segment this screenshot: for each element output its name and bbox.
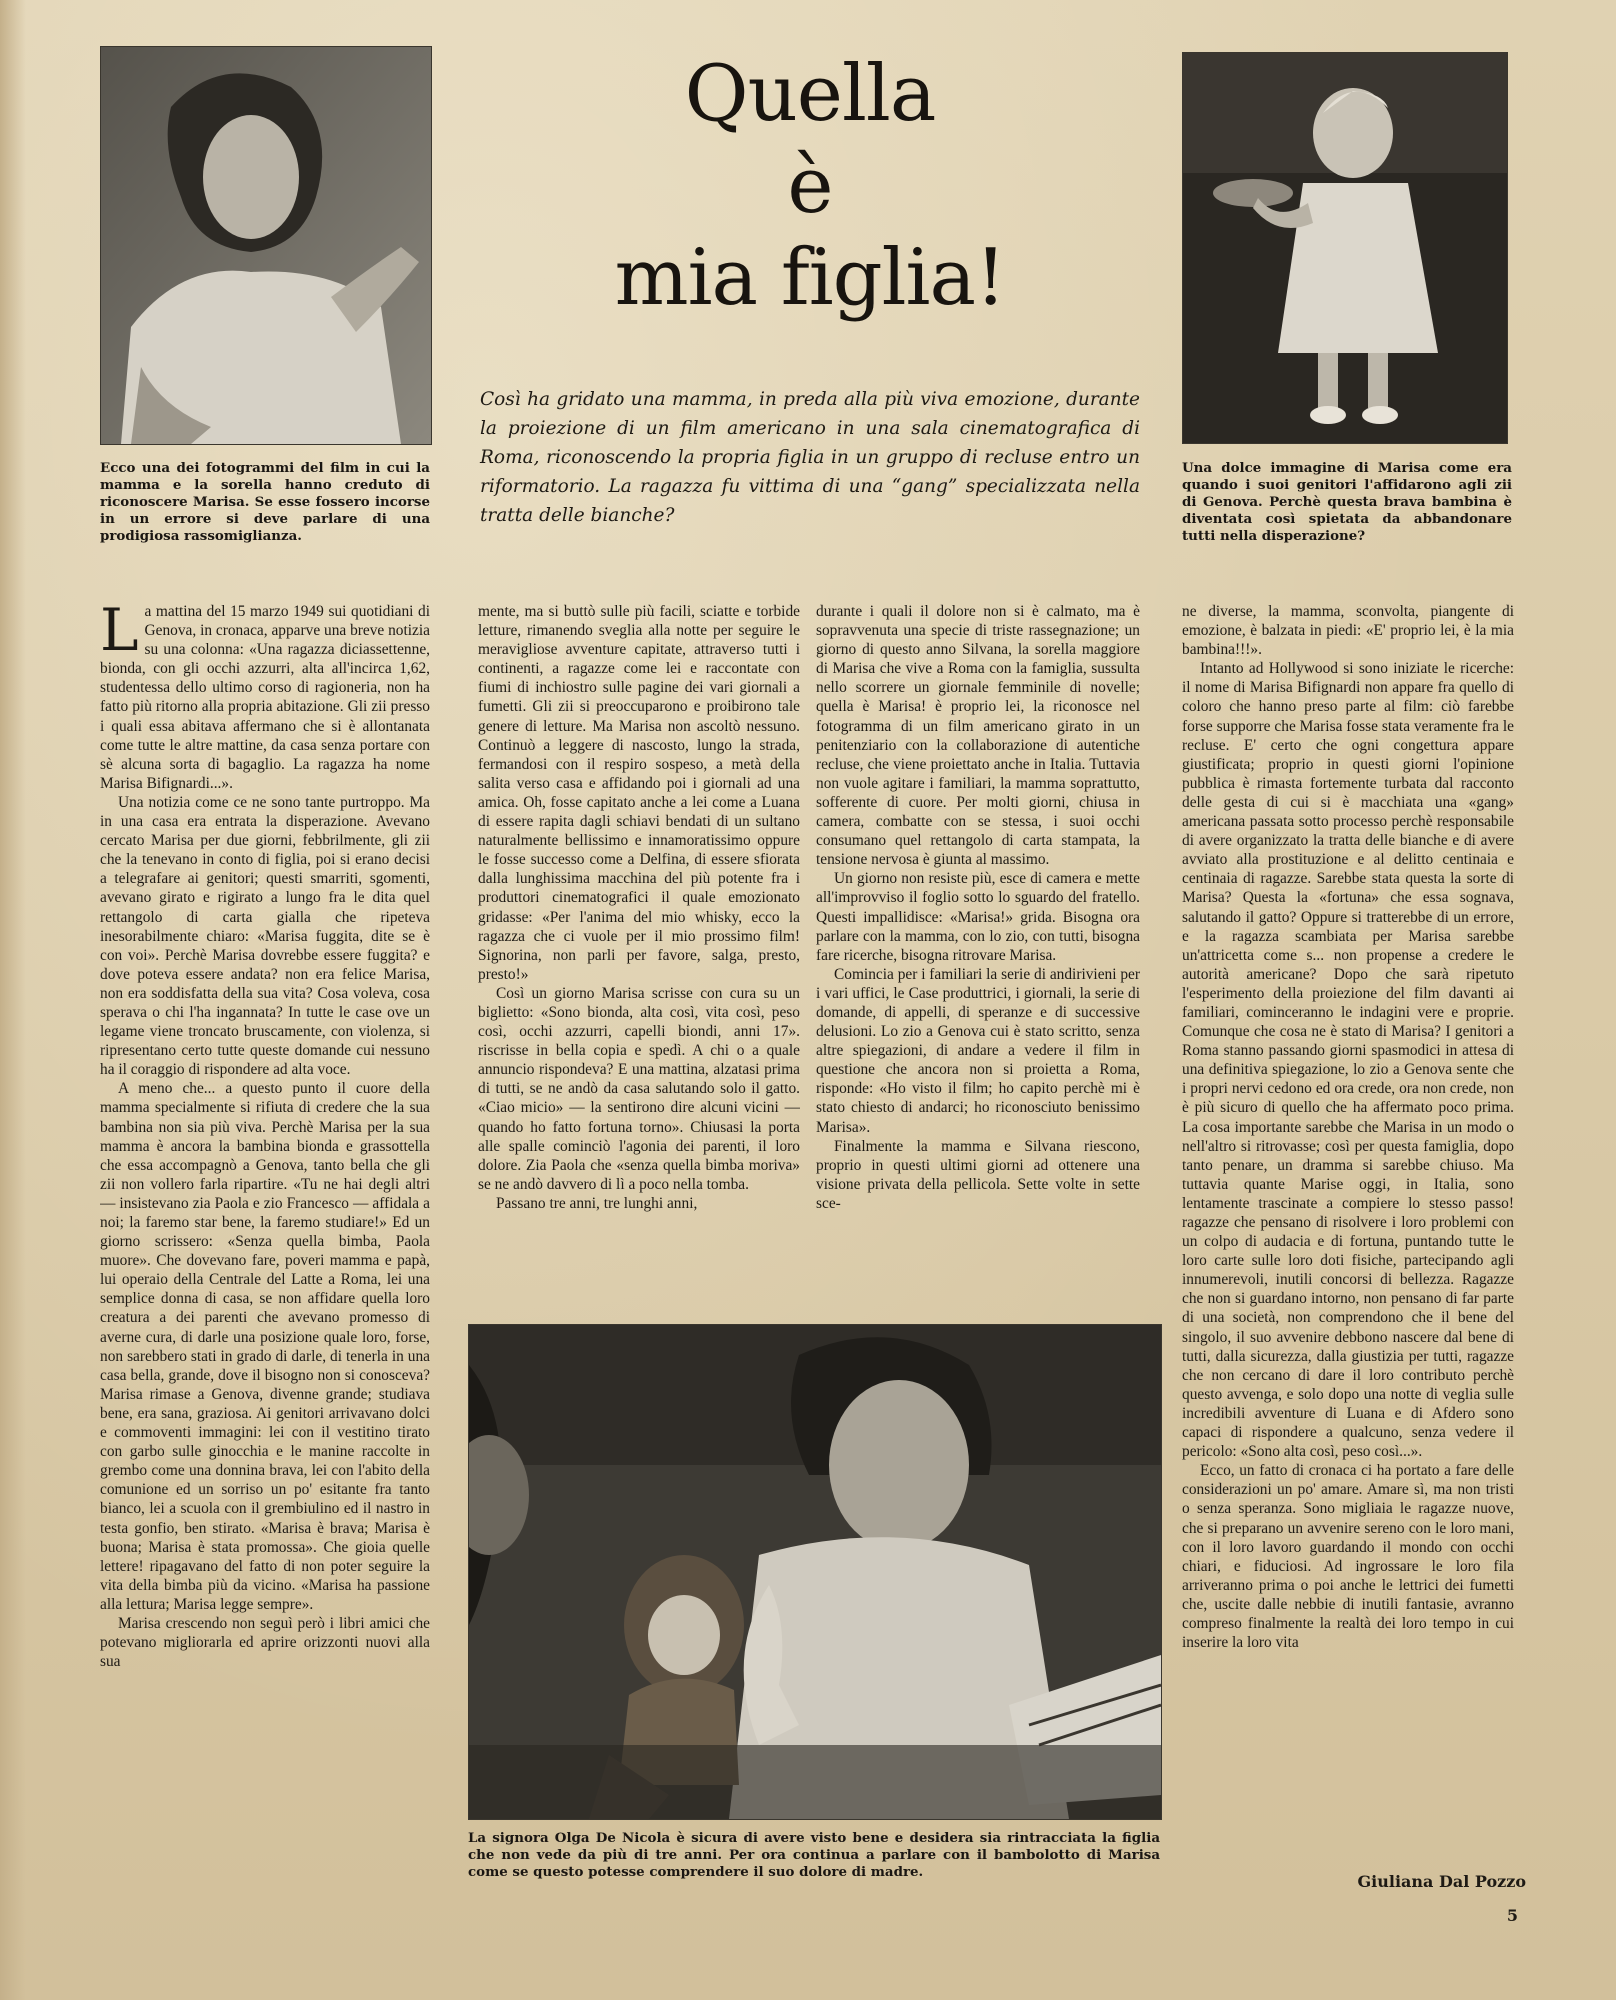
body-column-4 <box>1182 602 1514 1872</box>
title-line-2: è <box>787 141 833 231</box>
body-column-1 <box>100 602 430 1962</box>
paragraph: mente, ma si buttò sulle più facili, sciatte e torbide letture, rimanendo sveglia alla notte per seguire le meravigliose avventure capitate, attraverso tutti i continenti, a ragazze come lei e raccontate con fiumi di inchiostro sulle pagine dei vari giornali a fumetti. Gli zii si preoccuparono e proibirono tale genere di letture. Ma Marisa non ascoltò nessuno. Continuò a leggere di nascosto, lungo la strada, fermandosi con il respiro sospeso, a metà della salita verso casa e affidando poi i giornali ad una amica. Oh, fosse capitato anche a lei come a Luana di essere rapita dagli schiavi bendati di un sultano naturalmente bellissimo e innamoratissimo oppure le fosse successo come a Delfina, di essere sfiorata dalla lunghissima macchina del più potente fra i produttori cinematografici il quale emozionato gridasse: «Per l'anima del mio whisky, ecco la ragazza che ci vuole per il mio prossimo film! Signorina, non parli per favore, salga, presto, presto!» <box>478 603 800 983</box>
drop-cap: L <box>100 602 139 664</box>
body-column-2 <box>478 602 800 1317</box>
paragraph: Un giorno non resiste più, esce di camera e mette all'improvviso il foglio sotto lo sguardo del fratello. Questi impallidisce: «Marisa!» grida. Bisogna ora parlare con la mamma, con lo zio, con tutti, bisogna fare ricerche, bisogna ritrovare Marisa. <box>816 870 1140 964</box>
title-line-3: mia figlia! <box>614 233 1006 323</box>
paragraph: Intanto ad Hollywood si sono iniziate le ricerche: il nome di Marisa Bifignardi non appare fra quello di coloro che hanno preso parte al film: ciò farebbe forse supporre che Marisa fosse stata veramente fra le recluse. E' certo che ogni congettura appare giustificata; proprio in questi giorni l'opinione pubblica è rimasta fortemente turbata dal racconto delle gesta di cui si è macchiata una «gang» americana passata sotto processo perchè responsabile di avere organizzato la tratta delle bianche e di avere avviato alla prostituzione e al delitto centinaia e centinaia di ragazze. Sarebbe stata questa la sorte di Marisa? Questa la «fortuna» che essa sognava, salutando il gatto? Oppure si tratterebbe di un errore, e la ragazza scambiata per Marisa sarebbe un'attricetta come s... non propense a credere le autorità americane? Dopo che sarà ripetuto l'esperimento della proiezione del film davanti ai familiari, cominceranno le indagini vere e proprie. Comunque che cosa ne è stato di Marisa? I genitori a Roma stanno passando giorni spasmodici in attesa di una definitiva spiegazione, lo zio a Genova sente che i propri nervi cedono ed ora crede, ora non crede, non è più sicuro di quello che ha affermato poco prima. La cosa importante sarebbe che Marisa in un modo o nell'altro si ritrovasse; così per questa famiglia, dopo tanto penare, un dramma si sarebbe chiuso. Ma tuttavia quante Marise oggi, in Italia, sono lentamente trascinate a compiere lo stesso passo! ragazze che pensano di risolvere i loro problemi con un colpo di audacia e di fortuna, puntando tutte le loro carte sulle loro doti fisiche, partecipando agli innumerevoli, inutili concorsi di bellezza. Ragazze che non si guardano intorno, non pensano di far parte di una società, non comprendono che il bene del singolo, il suo avvenire debbono nascere dal bene di tutti, dalla sicurezza, dalla giustizia per tutti, ragazze che non cercano di dare il loro contributo perchè questo avvenga, e solo dopo una notte di veglia sulle incredibili avventure di Luana e di Afdero sono capaci di rispondere a qualcuno, senza vedere il pericolo: «Sono alta così, peso così...». <box>1182 660 1514 1461</box>
film-still-photo <box>100 46 432 445</box>
paragraph: Marisa crescendo non seguì però i libri amici che potevano migliorarla ed aprire orizzonti nuovi alla sua <box>100 1614 430 1671</box>
caption-left: Ecco una dei fotogrammi del film in cui la mamma e la sorella hanno creduto di riconoscere Marisa. Se esse fossero incorse in un errore si deve parlare di una prodigiosa rassomiglianza. <box>100 460 430 544</box>
mother-with-doll-image <box>469 1325 1161 1819</box>
page-edge-shadow <box>0 0 26 2000</box>
paragraph: Ecco, un fatto di cronaca ci ha portato a fare delle considerazioni un po' amare. Amare sì, ma non tristi o senza speranza. Sono migliaia le ragazze nuove, che si preparano un avvenire sereno con le loro mani, con il loro lavoro guardando il mondo con occhi chiari, e fiduciosi. Ad ingrossare le loro fila arriveranno prima o poi anche le lettrici dei fumetti che, uscite dalle nebbie di inutili fantasie, avranno compreso finalmente la realtà dei loro tempo in cui inserire la loro vita <box>1182 1462 1514 1652</box>
child-photo <box>1182 52 1508 444</box>
paragraph: Così un giorno Marisa scrisse con cura su un biglietto: «Sono bionda, alta così, vita così, peso così, occhi azzurri, capelli biondi, anni 17». riscrisse in bella copia e spedì. A chi o a quale annuncio rispondeva? E una mattina, alzatasi prima di tutti, se ne andò da casa salutando solo il gatto. «Ciao micio» — la sentirono dire alcuni vicini — quando ho fatto fortuna torno». Chiusasi la porta alle spalle cominciò l'agonia dei parenti, il loro dolore. Zia Paola che «senza quella bimba moriva» se ne andò davvero di lì a poco nella tomba. <box>478 984 800 1193</box>
paragraph: Passano tre anni, tre lunghi anni, <box>496 1194 698 1212</box>
paragraph: Finalmente la mamma e Silvana riescono, proprio in questi ultimi giorni ad ottenere una visione privata della pellicola. Sette volte in sette sce- <box>816 1137 1140 1212</box>
page-number: 5 <box>1506 1906 1518 1925</box>
caption-bottom: La signora Olga De Nicola è sicura di avere visto bene e desidera sia rintracciata la figlia che non vede da più di tre anni. Per ora continua a parlare con il bambolotto di Marisa come se questo potesse comprendere il suo dolore di madre. <box>468 1830 1160 1880</box>
paragraph-text: a mattina del 15 marzo 1949 sui quotidiani di Genova, in cronaca, apparve una breve notizia su una colonna: «Una ragazza diciassettenne, bionda, con gli occhi azzurri, alta all'incirca 1,62, studentessa dello ultimo corso di ragioneria, non ha fatto più ritorno alla propria abitazione. Gli zii presso i quali essa abitava affermano che si è allontanata come tutte le altre mattine, da casa senza portare con sè alcuna sorta di bagaglio. La ragazza ha nome Marisa Bifignardi...». <box>100 603 430 792</box>
paragraph: Comincia per i familiari la serie di andirivieni per i vari uffici, le Case produttrici, i giornali, la serie di domande, di appelli, di speranze e di successive delusioni. Lo zio a Genova cui è stato scritto, senza altre spiegazioni, di andare a vedere il film in questione che ancora non si proietta a Roma, risponde: «Ho visto il film; ho capito perchè mi è stato chiesto di andarci; ho riconosciuto benissimo Marisa». <box>816 965 1140 1136</box>
caption-right: Una dolce immagine di Marisa come era quando i suoi genitori l'affidarono agli zii di Genova. Perchè questa brava bambina è diventata così spietata da abbandonare tutti nella disperazione? <box>1182 460 1512 544</box>
lead-paragraph: Così ha gridato una mamma, in preda alla più viva emozione, durante la proiezione di un film americano in una sala cinematografica di Roma, riconoscendo la propria figlia in un gruppo di recluse entro un riformatorio. La ragazza fu vittima di una “gang” specializzata nella tratta delle bianche? <box>480 389 1140 526</box>
mother-with-doll-photo <box>468 1324 1162 1820</box>
paragraph: A meno che... a questo punto il cuore della mamma specialmente si rifiuta di credere che la sua bambina non sia più viva. Perchè Marisa per la sua mamma è ancora la bambina bionda e grassottella che essa accompagnò a Genova, tanto bella che gli zii non vollero farla ripartire. «Tu ne hai degli altri — insistevano zia Paola e zio Francesco — affidala a noi; la faremo star bene, la faremo studiare!» Ed un giorno scrissero: «Senza quella bimba, Paola muore». Che dovevano fare, poveri mamma e papà, lui operaio della Centrale del Latte a Roma, lei una semplice donna di casa, se non affidare quella loro creatura a dei parenti che avevano promesso di averne cura, di darle una posizione quale loro, forse, non sarebbero stati in grado di darle, di tenerla in una casa bella, grande, dove il bisogno non si conosceva? Marisa rimase a Genova, divenne grande; studiava bene, era sana, graziosa. Ai genitori arrivavano dolci e commoventi immagini: lei con il vestitino tirato con garbo sulle ginocchia e le manine raccolte in grembo come una donnina brava, lei con l'abito della comunione ed un sorriso un po' esitante fra tanto bianco, lei a scuola con il grembiulino ed il nastro in testa gonfio, ben stirato. «Marisa è brava; Marisa è buona; Marisa è stata promossa». Che gioia quelle lettere! ripagavano del fatto di non poter seguire la vita della bimba più da vicino. «Marisa ha passione alla lettura; Marisa legge sempre». <box>100 1080 430 1613</box>
paragraph <box>100 602 430 793</box>
byline: Giuliana Dal Pozzo <box>1357 1872 1526 1891</box>
film-still-image <box>101 47 431 444</box>
title-line-1: Quella <box>684 49 936 139</box>
paragraph: durante i quali il dolore non si è calmato, ma è sopravvenuta una specie di triste rassegnazione; un giorno di questo anno Silvana, la sorella maggiore di Marisa che vive a Roma con la famiglia, sussulta nello scorrere un giornale femminile di novelle; quella è Marisa! è proprio lei, la riconosce nel fotogramma di un film americano girato in un penitenziario con la collaborazione di autentiche recluse, che viene proiettato anche in Italia. Tuttavia non vuole agitare i familiari, la mamma soprattutto, sofferente di cuore. Per molti giorni, chiusa in camera, combatte con se stessa, i suoi occhi consumano quel rettangolo di carta stampata, la tensione nervosa è giunta al massimo. <box>816 603 1140 869</box>
article-title <box>470 48 1150 324</box>
paragraph: ne diverse, la mamma, sconvolta, piangente di emozione, è balzata in piedi: «E' proprio lei, è la mia bambina!!!». <box>1182 603 1514 659</box>
body-column-3 <box>816 602 1140 1317</box>
child-image <box>1183 53 1507 443</box>
paragraph: Una notizia come ce ne sono tante purtroppo. Ma in una casa era entrata la disperazione. Avevano cercato Marisa per due giorni, febbrilmente, gli zii che la tenevano in conto di figlia, poi si erano decisi a telegrafare ai genitori; questi smarriti, sgomenti, avevano girato e rigirato a lungo fra le dita quel rettangolo di carta gialla che ripeteva inesorabilmente chiaro: «Marisa fuggita, dite se è con voi». Perchè Marisa dovrebbe essere fuggita? e dove poteva essere andata? non era felice Marisa, non era soddisfatta della sua vita? Cosa voleva, cosa sperava o chi l'ha ingannata? In tutte le case ove un legame viene troncato bruscamente, con violenza, si ripresentano certo tutte queste domande cui nessuno ha il coraggio di rispondere ad alta voce. <box>100 793 430 1079</box>
